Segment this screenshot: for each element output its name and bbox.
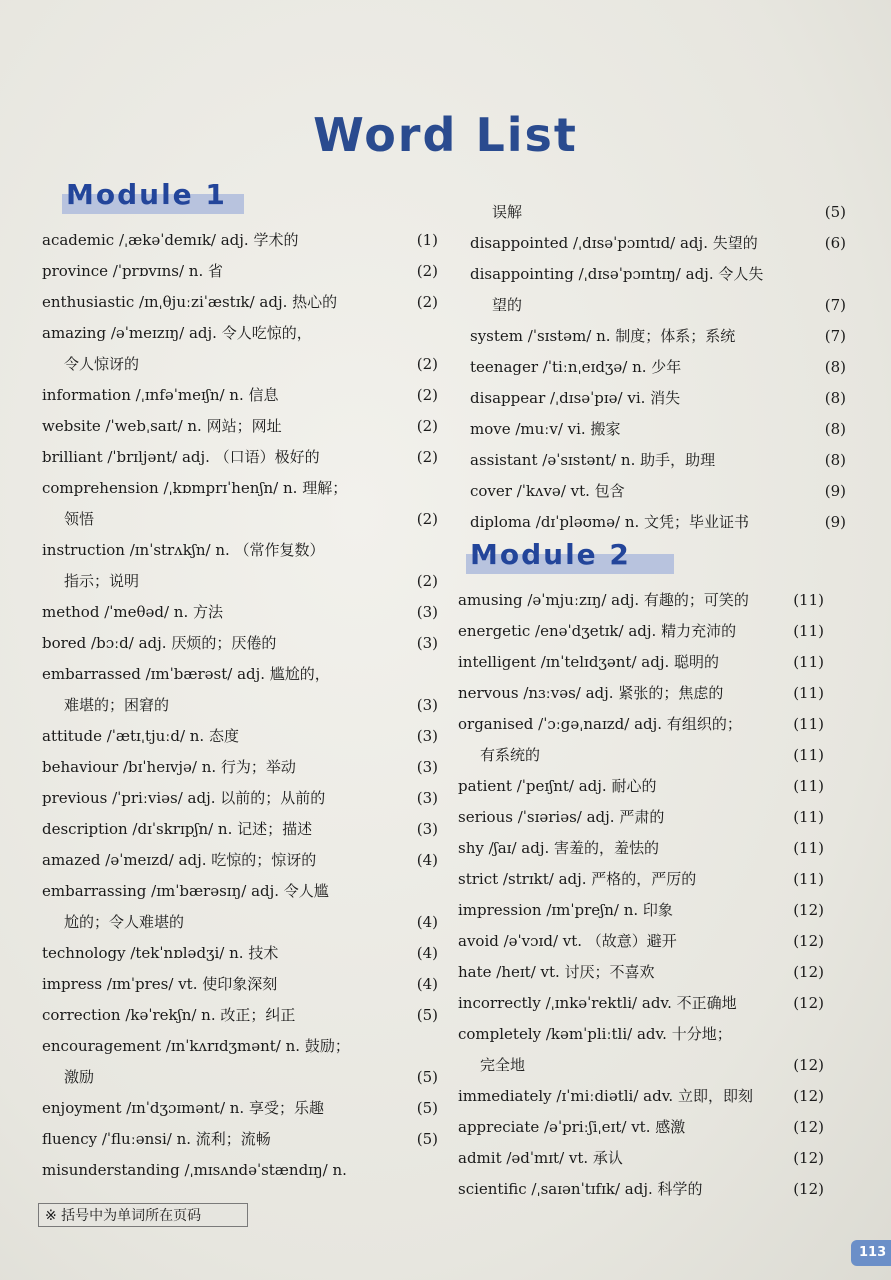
word-entry-page: (12): [793, 963, 824, 981]
word-entry: [470, 228, 846, 259]
word-entry: [470, 414, 846, 445]
word-entry-page: (11): [793, 715, 824, 733]
word-entry: [42, 1000, 438, 1031]
word-entry-text: organised /ˈɔːgəˌnaɪzd/ adj. 有组织的；: [458, 715, 742, 733]
word-entry-text: amusing /əˈmjuːzɪŋ/ adj. 有趣的；可笑的: [458, 591, 749, 609]
page-number-tab: 113: [851, 1240, 891, 1266]
word-entry: [470, 290, 846, 321]
module-1-heading-text: Module 1: [66, 178, 227, 211]
word-entry-page: (3): [416, 789, 438, 807]
word-entry-page: (11): [793, 777, 824, 795]
word-entry-page: (2): [416, 355, 438, 373]
word-entry: [42, 907, 438, 938]
word-entry: [458, 988, 824, 1019]
word-entry-text: cover /ˈkʌvə/ vt. 包含: [470, 482, 625, 500]
word-entry-page: (4): [416, 851, 438, 869]
word-entry-text: method /ˈmeθəd/ n. 方法: [42, 603, 223, 621]
word-entry: [42, 597, 438, 628]
word-entry: [458, 647, 824, 678]
word-entry-page: (12): [793, 1056, 824, 1074]
word-entry: [42, 535, 438, 566]
word-entry-page: (11): [793, 591, 824, 609]
word-entry: [42, 628, 438, 659]
word-entry-page: (8): [824, 389, 846, 407]
word-entry-page: (11): [793, 808, 824, 826]
word-entry-page: (8): [824, 451, 846, 469]
word-entry-text: previous /ˈpriːviəs/ adj. 以前的；从前的: [42, 789, 326, 807]
word-entry-page: (2): [416, 572, 438, 590]
word-entry-text: incorrectly /ˌɪnkəˈrektli/ adv. 不正确地: [458, 994, 737, 1012]
word-entry-text: embarrassed /ɪmˈbærəst/ adj. 尴尬的，: [42, 665, 330, 683]
word-entry-text: shy /ʃaɪ/ adj. 害羞的，羞怯的: [458, 839, 660, 857]
word-entry: [458, 1081, 824, 1112]
left-column-word-list: [42, 225, 438, 1186]
word-entry-text: appreciate /əˈpriːʃiˌeɪt/ vt. 感激: [458, 1118, 686, 1136]
word-entry-text: amazing /əˈmeɪzɪŋ/ adj. 令人吃惊的，: [42, 324, 312, 342]
word-entry: [458, 1019, 824, 1050]
word-entry: [42, 721, 438, 752]
word-entry-text: 完全地: [480, 1056, 526, 1074]
word-entry-page: (12): [793, 932, 824, 950]
word-entry-text: admit /ədˈmɪt/ vt. 承认: [458, 1149, 623, 1167]
word-entry-page: (11): [793, 653, 824, 671]
word-entry-page: (7): [824, 327, 846, 345]
word-entry: [458, 1112, 824, 1143]
word-entry-text: fluency /ˈfluːənsi/ n. 流利；流畅: [42, 1130, 271, 1148]
word-entry: [42, 1093, 438, 1124]
word-entry-text: immediately /ɪˈmiːdiətli/ adv. 立即，即刻: [458, 1087, 753, 1105]
word-entry: [42, 876, 438, 907]
word-entry-text: province /ˈprɒvɪns/ n. 省: [42, 262, 223, 280]
word-entry-text: attitude /ˈætɪˌtjuːd/ n. 态度: [42, 727, 239, 745]
word-entry-text: 望的: [492, 296, 523, 314]
word-entry-text: impress /ɪmˈpres/ vt. 使印象深刻: [42, 975, 278, 993]
word-entry: [458, 1143, 824, 1174]
word-entry-page: (12): [793, 1180, 824, 1198]
word-entry-page: (11): [793, 622, 824, 640]
word-entry-text: bored /bɔːd/ adj. 厌烦的；厌倦的: [42, 634, 277, 652]
word-entry-page: (9): [824, 482, 846, 500]
word-entry-text: patient /ˈpeɪʃnt/ adj. 耐心的: [458, 777, 657, 795]
module-1-heading: [62, 178, 244, 218]
word-entry-page: (1): [416, 231, 438, 249]
word-entry-text: strict /strɪkt/ adj. 严格的，严厉的: [458, 870, 697, 888]
word-entry: [470, 197, 846, 228]
word-entry: [42, 659, 438, 690]
word-entry-text: scientific /ˌsaɪənˈtɪfɪk/ adj. 科学的: [458, 1180, 703, 1198]
word-entry: [42, 1155, 438, 1186]
word-entry-text: 激励: [64, 1068, 95, 1086]
word-entry-page: (5): [824, 203, 846, 221]
word-entry-text: amazed /əˈmeɪzd/ adj. 吃惊的；惊讶的: [42, 851, 317, 869]
word-entry-page: (3): [416, 820, 438, 838]
word-entry: [42, 504, 438, 535]
word-entry-page: (11): [793, 870, 824, 888]
word-entry: [458, 678, 824, 709]
word-entry: [42, 380, 438, 411]
word-entry: [42, 318, 438, 349]
word-entry-page: (12): [793, 1149, 824, 1167]
word-entry: [42, 845, 438, 876]
word-entry-page: (12): [793, 1118, 824, 1136]
word-entry-page: (11): [793, 684, 824, 702]
word-entry: [458, 771, 824, 802]
word-entry-text: information /ˌɪnfəˈmeɪʃn/ n. 信息: [42, 386, 279, 404]
word-entry-page: (5): [416, 1130, 438, 1148]
word-entry-page: (12): [793, 994, 824, 1012]
word-entry: [42, 411, 438, 442]
word-entry-page: (11): [793, 839, 824, 857]
word-entry-page: (3): [416, 696, 438, 714]
word-entry-page: (9): [824, 513, 846, 531]
word-entry: [42, 1031, 438, 1062]
word-entry-text: disappointed /ˌdɪsəˈpɔɪntɪd/ adj. 失望的: [470, 234, 758, 252]
word-entry-text: behaviour /bɪˈheɪvjə/ n. 行为；举动: [42, 758, 296, 776]
word-entry-page: (2): [416, 510, 438, 528]
word-entry-text: embarrassing /ɪmˈbærəsɪŋ/ adj. 令人尴: [42, 882, 329, 900]
word-entry: [470, 321, 846, 352]
word-entry-text: 令人惊讶的: [64, 355, 140, 373]
word-entry-page: (4): [416, 944, 438, 962]
word-entry-page: (8): [824, 358, 846, 376]
word-entry: [458, 864, 824, 895]
word-entry-page: (12): [793, 901, 824, 919]
word-entry: [42, 690, 438, 721]
word-entry-text: encouragement /ɪnˈkʌrɪdʒmənt/ n. 鼓励；: [42, 1037, 350, 1055]
word-entry-text: correction /kəˈrekʃn/ n. 改正；纠正: [42, 1006, 296, 1024]
word-entry-text: serious /ˈsɪəriəs/ adj. 严肃的: [458, 808, 665, 826]
word-entry-text: move /muːv/ vi. 搬家: [470, 420, 621, 438]
word-entry-text: teenager /ˈtiːnˌeɪdʒə/ n. 少年: [470, 358, 682, 376]
word-entry: [458, 926, 824, 957]
word-entry-page: (2): [416, 448, 438, 466]
word-entry-text: diploma /dɪˈpləʊmə/ n. 文凭；毕业证书: [470, 513, 750, 531]
word-entry-text: enthusiastic /ɪnˌθjuːziˈæstɪk/ adj. 热心的: [42, 293, 338, 311]
word-entry-text: completely /kəmˈpliːtli/ adv. 十分地；: [458, 1025, 732, 1043]
word-entry-page: (4): [416, 975, 438, 993]
word-entry-page: (2): [416, 386, 438, 404]
word-entry: [458, 833, 824, 864]
word-entry: [42, 225, 438, 256]
word-entry: [42, 783, 438, 814]
word-entry-text: nervous /nɜːvəs/ adj. 紧张的；焦虑的: [458, 684, 724, 702]
word-entry-text: 尬的；令人难堪的: [64, 913, 185, 931]
word-entry-text: avoid /əˈvɔɪd/ vt. （故意）避开: [458, 932, 677, 950]
word-entry: [470, 259, 846, 290]
module-2-heading-text: Module 2: [470, 538, 631, 571]
word-entry: [470, 507, 846, 538]
word-entry: [470, 476, 846, 507]
word-entry-text: 难堪的；困窘的: [64, 696, 170, 714]
word-entry-text: hate /heɪt/ vt. 讨厌；不喜欢: [458, 963, 655, 981]
word-entry-text: 有系统的: [480, 746, 541, 764]
word-entry-page: (3): [416, 758, 438, 776]
word-entry: [458, 1174, 824, 1205]
word-entry-text: 指示；说明: [64, 572, 140, 590]
module-2-heading: [466, 538, 674, 578]
word-entry: [470, 445, 846, 476]
page-number-note: ※ 括号中为单词所在页码: [38, 1203, 248, 1227]
word-entry-text: instruction /ɪnˈstrʌkʃn/ n. （常作复数）: [42, 541, 325, 559]
word-entry: [42, 1062, 438, 1093]
word-entry: [458, 709, 824, 740]
word-entry: [458, 1050, 824, 1081]
word-entry-page: (3): [416, 727, 438, 745]
word-entry-text: academic /ˌækəˈdemɪk/ adj. 学术的: [42, 231, 299, 249]
right-column-module-1-words: [470, 197, 846, 538]
word-entry-text: technology /tekˈnɒlədʒi/ n. 技术: [42, 944, 279, 962]
word-entry-page: (6): [824, 234, 846, 252]
word-entry-page: (5): [416, 1068, 438, 1086]
word-entry-page: (7): [824, 296, 846, 314]
word-entry-text: intelligent /ɪnˈtelɪdʒənt/ adj. 聪明的: [458, 653, 720, 671]
page-title: Word List: [313, 108, 578, 162]
word-entry: [42, 473, 438, 504]
word-entry-page: (11): [793, 746, 824, 764]
word-entry: [42, 752, 438, 783]
word-entry: [458, 957, 824, 988]
word-entry: [42, 566, 438, 597]
word-entry: [42, 1124, 438, 1155]
word-entry-text: assistant /əˈsɪstənt/ n. 助手，助理: [470, 451, 716, 469]
word-entry: [470, 383, 846, 414]
word-entry: [42, 349, 438, 380]
word-entry: [458, 895, 824, 926]
word-entry-text: website /ˈwebˌsaɪt/ n. 网站；网址: [42, 417, 282, 435]
word-entry-page: (2): [416, 262, 438, 280]
word-entry-text: impression /ɪmˈpreʃn/ n. 印象: [458, 901, 673, 919]
word-entry: [42, 442, 438, 473]
word-entry-text: 领悟: [64, 510, 95, 528]
word-entry-text: disappointing /ˌdɪsəˈpɔɪntɪŋ/ adj. 令人失: [470, 265, 764, 283]
word-entry-text: system /ˈsɪstəm/ n. 制度；体系；系统: [470, 327, 736, 345]
word-entry-text: disappear /ˌdɪsəˈpɪə/ vi. 消失: [470, 389, 681, 407]
word-entry-text: enjoyment /ɪnˈdʒɔɪmənt/ n. 享受；乐趣: [42, 1099, 324, 1117]
word-entry: [42, 287, 438, 318]
word-entry: [458, 802, 824, 833]
word-entry-page: (2): [416, 293, 438, 311]
word-entry-text: 误解: [492, 203, 523, 221]
word-entry: [42, 256, 438, 287]
word-entry-text: energetic /enəˈdʒetɪk/ adj. 精力充沛的: [458, 622, 737, 640]
word-entry: [458, 616, 824, 647]
word-entry: [458, 585, 824, 616]
word-entry-page: (3): [416, 634, 438, 652]
word-entry: [42, 938, 438, 969]
word-entry-page: (8): [824, 420, 846, 438]
word-entry-page: (3): [416, 603, 438, 621]
word-entry-text: brilliant /ˈbrɪljənt/ adj. （口语）极好的: [42, 448, 320, 466]
word-entry: [42, 814, 438, 845]
word-entry: [470, 352, 846, 383]
word-entry-page: (4): [416, 913, 438, 931]
word-entry-page: (5): [416, 1006, 438, 1024]
word-entry-text: comprehension /ˌkɒmprɪˈhenʃn/ n. 理解；: [42, 479, 348, 497]
word-entry: [42, 969, 438, 1000]
word-entry-page: (2): [416, 417, 438, 435]
word-entry-page: (5): [416, 1099, 438, 1117]
word-entry-text: description /dɪˈskrɪpʃn/ n. 记述；描述: [42, 820, 313, 838]
word-entry-text: misunderstanding /ˌmɪsʌndəˈstændɪŋ/ n.: [42, 1161, 347, 1179]
right-column-module-2-words: [458, 585, 824, 1205]
word-entry-page: (12): [793, 1087, 824, 1105]
word-entry: [458, 740, 824, 771]
